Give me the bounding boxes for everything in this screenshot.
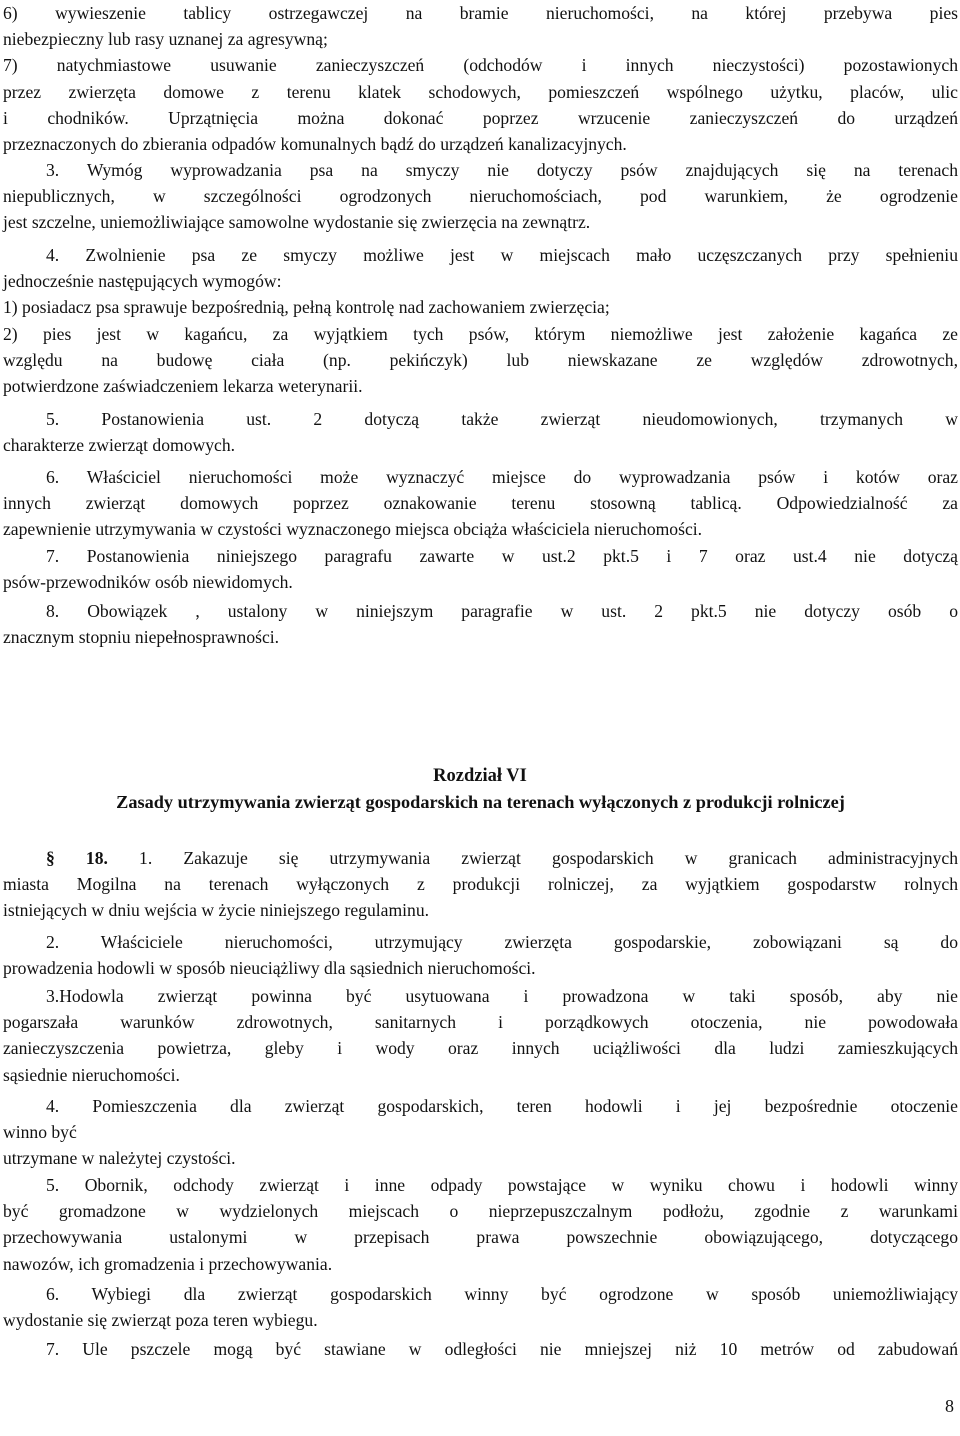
text-line: 2) pies jest w kagańcu, za wyjątkiem tych psów, którym niemożliwe jest założenie kagańca ze bbox=[3, 323, 958, 344]
text-line: utrzymane w należytej czystości. bbox=[3, 1148, 236, 1169]
section-18-paragraph-6 bbox=[3, 1281, 958, 1333]
text-line: innych zwierząt domowych poprzez oznakowanie terenu stosowną tablicą. Odpowiedzialność za bbox=[3, 493, 958, 514]
text-line: i chodników. Uprzątnięcia można dokonać poprzez wrzucenie zanieczyszczeń do urządzeń bbox=[3, 107, 958, 128]
text-line: 7. Postanowienia niniejszego paragrafu zawarte w ust.2 pkt.5 i 7 oraz ust.4 nie dotyczą bbox=[46, 546, 958, 566]
section-18-paragraph-3 bbox=[3, 983, 958, 1088]
chapter-number: Rozdział VI bbox=[433, 766, 527, 786]
text-line: 2. Właściciele nieruchomości, utrzymujący zwierzęta gospodarskie, zobowiązani są do bbox=[46, 932, 958, 952]
text-line: być gromadzone w wydzielonych miejscach o nieprzepuszczalnym podłożu, zgodnie z warunkami bbox=[3, 1201, 958, 1222]
page-number: 8 bbox=[945, 1396, 954, 1416]
text-line: 1) posiadacz psa sprawuje bezpośrednią, pełną kontrolę nad zachowaniem zwierzęcia; bbox=[3, 297, 610, 318]
text-line: jednocześnie następujących wymogów: bbox=[3, 271, 282, 292]
text-line: zapewnienie utrzymywania w czystości wyznaczonego miejsca obciąża właściciela nieruchomości. bbox=[3, 519, 703, 540]
paragraph-7 bbox=[3, 543, 958, 595]
chapter-title: Zasady utrzymywania zwierząt gospodarskich na terenach wyłączonych z produkcji rolniczej bbox=[116, 792, 845, 812]
section-18-paragraph-7 bbox=[3, 1336, 958, 1362]
text-line: 7) natychmiastowe usuwanie zanieczyszczeń (odchodów i innych nieczystości) pozostawionych bbox=[3, 55, 958, 76]
text-line-rest: 1. Zakazuje się utrzymywania zwierząt gospodarskich w granicach administracyjnych bbox=[107, 848, 959, 868]
text-line: względu na budowę ciała (np. pekińczyk) lub niewskazane ze względów zdrowotnych, bbox=[3, 349, 958, 370]
paragraph-4 bbox=[3, 242, 958, 399]
paragraph-3 bbox=[3, 157, 958, 236]
paragraph-8 bbox=[3, 598, 958, 650]
text-line: psów-przewodników osób niewidomych. bbox=[3, 572, 293, 593]
text-line: istniejących w dniu wejścia w życie niniejszego regulaminu. bbox=[3, 900, 430, 921]
section-mark: § 18. bbox=[46, 848, 108, 868]
text-line: 6. Właściciel nieruchomości może wyznaczyć miejsce do wyprowadzania psów i kotów oraz bbox=[46, 467, 958, 487]
text-line: przez zwierzęta domowe z terenu klatek schodowych, pomieszczeń wspólnego użytku, placów, ulic bbox=[3, 81, 958, 102]
text-line bbox=[3, 845, 958, 871]
section-18-paragraph-1 bbox=[3, 845, 958, 924]
text-line: jest szczelne, uniemożliwiające samowolne wydostanie się zwierzęcia na zewnątrz. bbox=[3, 212, 591, 233]
section-18-paragraph-4 bbox=[3, 1093, 958, 1172]
text-line: 8. Obowiązek , ustalony w niniejszym paragrafie w ust. 2 pkt.5 nie dotyczy osób o bbox=[46, 601, 958, 621]
text-line: 3. Wymóg wyprowadzania psa na smyczy nie dotyczy psów znajdujących się na terenach bbox=[46, 160, 958, 180]
text-line: nawozów, ich gromadzenia i przechowywania. bbox=[3, 1253, 333, 1274]
text-line: 6) wywieszenie tablicy ostrzegawczej na bramie nieruchomości, na której przebywa pies bbox=[3, 3, 958, 23]
text-line: miasta Mogilna na terenach wyłączonych z produkcji rolniczej, za wyjątkiem gospodarstw rolnych bbox=[3, 874, 958, 895]
paragraph-5 bbox=[3, 406, 958, 458]
paragraph-6 bbox=[3, 464, 958, 543]
text-line: 7. Ule pszczele mogą być stawiane w odległości nie mniejszej niż 10 metrów od zabudowań bbox=[46, 1339, 958, 1359]
text-line: winno być bbox=[3, 1122, 77, 1143]
text-line: prowadzenia hodowli w sposób nieuciążliwy dla sąsiednich nieruchomości. bbox=[3, 958, 536, 979]
paragraph-items-6-7 bbox=[3, 0, 958, 157]
text-line: sąsiednie nieruchomości. bbox=[3, 1064, 180, 1085]
text-line: zanieczyszczenia powietrza, gleby i wody oraz innych uciążliwości dla ludzi zamieszkujących bbox=[3, 1038, 958, 1059]
text-line: przeznaczonych do zbierania odpadów komunalnych bądź do urządzeń kanalizacyjnych. bbox=[3, 134, 627, 155]
section-18-paragraph-5 bbox=[3, 1172, 958, 1277]
text-line: niebezpieczny lub rasy uznanej za agresywną; bbox=[3, 29, 328, 50]
text-line: przechowywania ustalonymi w przepisach prawa powszechnie obowiązującego, dotyczącego bbox=[3, 1227, 958, 1248]
text-line: 4. Pomieszczenia dla zwierząt gospodarskich, teren hodowli i jej bezpośrednie otoczenie bbox=[46, 1096, 958, 1116]
text-line: 3.Hodowla zwierząt powinna być usytuowana i prowadzona w taki sposób, aby nie bbox=[46, 986, 958, 1006]
text-line: wydostanie się zwierząt poza teren wybiegu. bbox=[3, 1310, 318, 1331]
text-line: pogarszała warunków zdrowotnych, sanitarnych i porządkowych otoczenia, nie powodowała bbox=[3, 1012, 958, 1033]
text-line: 5. Obornik, odchody zwierząt i inne odpady powstające w wyniku chowu i hodowli winny bbox=[46, 1175, 958, 1195]
text-line: 5. Postanowienia ust. 2 dotyczą także zwierząt nieudomowionych, trzymanych w bbox=[46, 409, 958, 429]
text-line: 4. Zwolnienie psa ze smyczy możliwe jest w miejscach mało uczęszczanych przy spełnieniu bbox=[46, 245, 958, 265]
text-line: 6. Wybiegi dla zwierząt gospodarskich winny być ogrodzone w sposób uniemożliwiający bbox=[46, 1284, 958, 1304]
text-line: potwierdzone zaświadczeniem lekarza weterynarii. bbox=[3, 376, 363, 397]
text-line: niepublicznych, w szczególności ogrodzonych nieruchomościach, pod warunkiem, że ogrodzenie bbox=[3, 186, 958, 207]
text-line: znacznym stopniu niepełnosprawności. bbox=[3, 627, 280, 648]
section-18-paragraph-2 bbox=[3, 929, 958, 981]
text-line: charakterze zwierząt domowych. bbox=[3, 435, 236, 456]
